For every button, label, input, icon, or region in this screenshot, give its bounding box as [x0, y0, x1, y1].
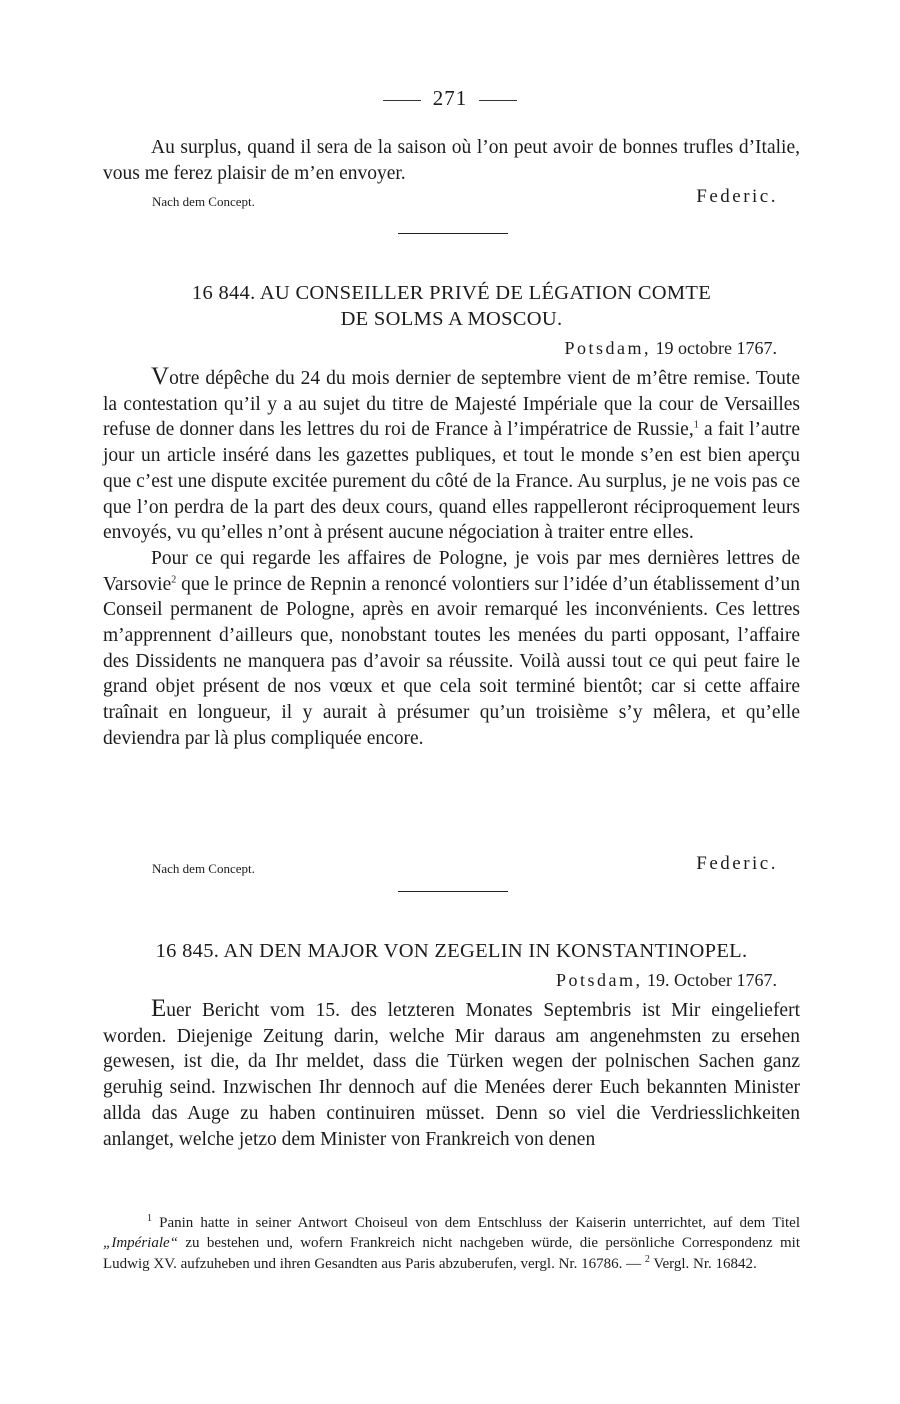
footnote-2-mark: 2: [644, 1253, 650, 1265]
letter-16844-date-place: Potsdam,: [564, 338, 652, 358]
letter-16845-number: 16 845.: [155, 940, 220, 962]
letter-16844-paragraph-2: [103, 546, 800, 752]
letter-16845-paragraph-1: [103, 996, 800, 1152]
letter-16844-paragraph-1: [103, 364, 800, 546]
footnote-1-mark: 1: [147, 1213, 152, 1224]
letter-16844-title-line2: DE SOLMS A MOSCOU.: [340, 308, 563, 330]
letter-16844-number: 16 844.: [191, 282, 256, 304]
separator-rule-1: [398, 233, 508, 234]
letter-16844-source-note: Nach dem Concept.: [152, 861, 255, 876]
letter-16844-heading-line1: [103, 280, 800, 306]
letter-16845-dateline: [556, 970, 777, 991]
letter-16845-initial: E: [151, 995, 167, 1022]
footnote-1-quoted-title: „Impériale“: [103, 1235, 178, 1252]
footnote-ref-2: 2: [171, 574, 177, 586]
letter-16845-body: [103, 996, 800, 1152]
footnote-indent: [103, 1215, 147, 1231]
intro-paragraph: Au surplus, quand il sera de la saison où l’on peut avoir de bonnes trufles d’Italie, vous me ferez plaisir de m’en envoyer.: [103, 137, 800, 184]
intro-block: [103, 135, 800, 186]
letter-16845-date-place: Potsdam,: [556, 970, 643, 990]
letter-16844-dateline: [565, 338, 778, 359]
letter-16845-date: 19. October 1767.: [647, 970, 777, 990]
letter-16845-paragraph-1-text: uer Bericht vom 15. des letzteren Monates Septembris ist Mir eingeliefert worden. Diejenige Zeitung darin, welche Mir daraus am angenehmsten zu ersehen gewesen, ist die, da Ihr meldet, dass die Türken wegen der polnischen Sachen ganz geruhig seind. Inzwischen Ihr dennoch auf die Menées derer Euch bekannten Minister allda das Auge zu haben continuiren müsset. Denn so viel die Verdriesslichkeiten anlanget, welche jetzo dem Minister von Frankreich von denen: [103, 1000, 800, 1150]
letter-16844-date: 19 octobre 1767.: [655, 338, 777, 358]
letter-16844-signature: Federic.: [696, 853, 778, 874]
footnote-2-text: Vergl. Nr. 16842.: [653, 1255, 757, 1272]
footnotes: [103, 1213, 800, 1274]
footnote-1-text-a: Panin hatte in seiner Antwort Choiseul von dem Entschluss der Kaiserin unterrichtet, auf dem Titel: [159, 1215, 800, 1231]
letter-16844-initial: V: [151, 363, 170, 390]
page-number-value: 271: [432, 86, 468, 110]
letter-16844-heading: [103, 280, 800, 332]
letter-16844-title-line1: AU CONSEILLER PRIVÉ DE LÉGATION COMTE: [259, 282, 712, 304]
intro-source-note: Nach dem Concept.: [152, 194, 255, 209]
letter-16844-body: [103, 364, 800, 752]
letter-16845-heading: [103, 938, 800, 964]
letter-16844-paragraph-2-text-a: Pour ce qui regarde les affaires de Pologne, je vois par mes dernières lettres de Varsovie: [103, 547, 800, 595]
letter-16844-paragraph-1-text-b: a fait l’autre jour un article inséré dans les gazettes publiques, et tout le monde s’en est bien aperçu que c’est une dispute excitée purement du côté de la France. Au surplus, je ne vois pas ce que l’on perdra de la part des deux cours, quand elles rappelleront réciproquement leurs envoyés, vu qu’elles n’ont à présent aucune négociation à traiter entre elles.: [103, 419, 800, 544]
page-number-dash-left: [383, 100, 421, 101]
letter-16844-paragraph-2-text-b: que le prince de Repnin a renoncé volontiers sur l’idée d’un établissement d’un Conseil permanent de Pologne, après en avoir remarqué les inconvénients. Ces lettres m’apprennent d’ailleurs que, nonobstant toutes les menées du parti opposant, l’affaire des Dissidents ne manquera pas d’avoir sa réussite. Voilà aussi tout ce qui peut faire le grand objet présent de nos vœux et que cela soit terminé bientôt; car si cette affaire traînait en longueur, il y aurait à présumer qu’un troisième s’y mêlera, et qu’elle deviendra par là plus compliquée encore.: [103, 573, 800, 749]
separator-rule-2: [398, 891, 508, 892]
intro-signature: Federic.: [696, 186, 778, 207]
page-number: [0, 86, 900, 111]
page-number-dash-right: [479, 100, 517, 101]
footnote-ref-1: 1: [693, 419, 699, 431]
letter-16845-title: AN DEN MAJOR VON ZEGELIN IN KONSTANTINOPEL.: [223, 940, 748, 962]
letter-16844-paragraph-1-text-a: otre dépêche du 24 du mois dernier de septembre vient de m’être remise. Toute la contestation qu’il y a au sujet du titre de Majesté Impériale que la cour de Versailles refuse de donner dans les lettres du roi de France à l’impératrice de Russie,: [103, 368, 800, 441]
footnote-1-text-b: zu bestehen und, wofern Frankreich nicht nachgeben würde, die persönliche Correspondenz mit Ludwig XV. aufzuheben und ihren Gesandten aus Paris abzuberufen, vergl. Nr. 16786. —: [103, 1235, 800, 1272]
